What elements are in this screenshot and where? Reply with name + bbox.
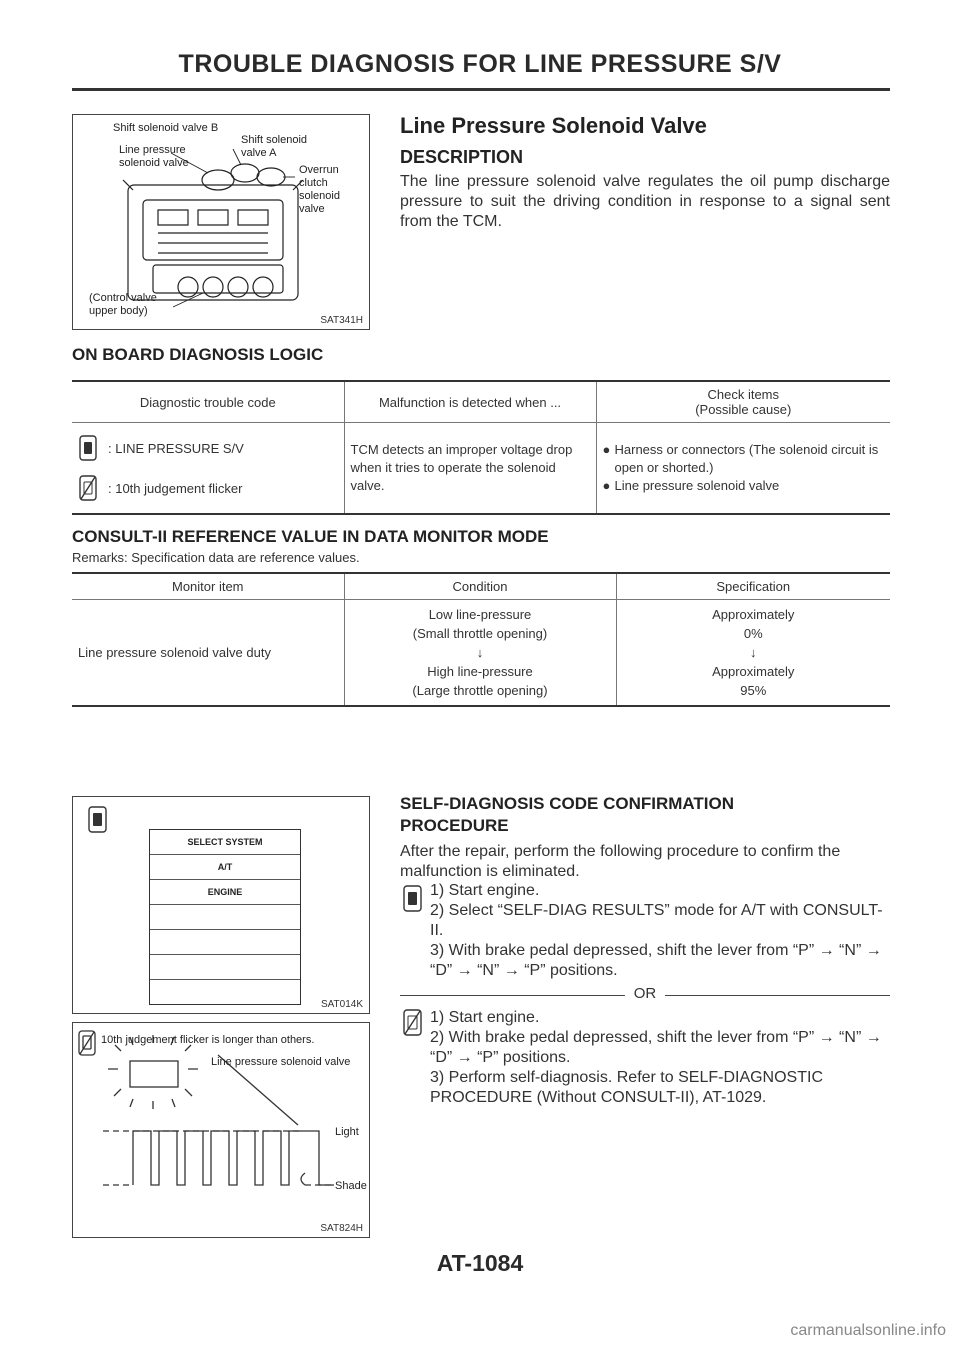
section-title: Line Pressure Solenoid Valve (400, 113, 707, 138)
monitor-item: Line pressure solenoid valve duty (78, 645, 271, 660)
check-item-2: Line pressure solenoid valve (614, 478, 780, 493)
select-system-empty (150, 955, 300, 980)
dtc-flicker-label: : 10th judgement flicker (108, 480, 243, 496)
obd-dtc-cell (72, 423, 344, 515)
select-system-screen (149, 829, 301, 1005)
cond-high-sub: (Large throttle opening) (412, 683, 548, 698)
select-system-engine: ENGINE (150, 880, 300, 905)
consult-table (72, 572, 890, 707)
flicker-caption: 10th judgement flicker is longer than others. (101, 1034, 315, 1046)
no-consult-ii-icon (402, 1008, 424, 1038)
consult-ii-icon (87, 805, 109, 835)
label-shift-solenoid-b: Shift solenoid valve B (113, 122, 219, 134)
check-item-1: Harness or connectors (The solenoid circuit is open or shorted.) (614, 442, 879, 475)
selfdiag-heading-line2: PROCEDURE (400, 816, 509, 835)
spec-low-value: 0% (743, 626, 763, 641)
obd-heading: ON BOARD DIAGNOSIS LOGIC (72, 345, 324, 364)
consult-ii-icon (402, 884, 424, 914)
or-label: OR (633, 985, 657, 1002)
label-line-pressure-solenoid: Line pressure solenoid valve (119, 144, 189, 169)
select-system-empty (150, 905, 300, 930)
consult-step-3: 3) With brake pedal depressed, shift the lever from “P” → “N” → “D” → “N” → “P” positions. (430, 942, 882, 979)
description-text: The line pressure solenoid valve regulates the oil pump discharge pressure to suit the driving condition in response to a signal sent from the TCM. (400, 173, 890, 230)
label-control-valve: (Control valve upper body) (89, 292, 157, 317)
condition-cell (344, 600, 616, 707)
or-line-left (400, 995, 625, 996)
or-divider (400, 985, 890, 1005)
control-valve-illustration (73, 115, 369, 329)
down-arrow-icon: ↓ (476, 645, 484, 660)
no-consult-ii-icon (78, 474, 98, 502)
consult-ii-icon (78, 434, 98, 462)
figure-code: SAT341H (320, 315, 363, 326)
dtc-consult-label: : LINE PRESSURE S/V (108, 440, 244, 456)
selfdiag-intro: After the repair, perform the following procedure to confirm the malfunction is eliminated. (400, 843, 841, 880)
noconsult-step-2: 2) With brake pedal depressed, shift the lever from “P” → “N” → “D” → “P” positions. (430, 1029, 882, 1066)
figure-select-system (72, 796, 370, 1014)
consult-col-condition: Condition (344, 573, 616, 600)
consult-step-2: 2) Select “SELF-DIAG RESULTS” mode for A/T with CONSULT-II. (430, 902, 883, 939)
page-number: AT-1084 (436, 1250, 524, 1276)
figure-code: SAT014K (320, 999, 363, 1010)
obd-malfunction-cell: TCM detects an improper voltage drop when it tries to operate the solenoid valve. (344, 423, 596, 515)
label-light: Light (335, 1126, 359, 1138)
label-shade: Shade (335, 1180, 367, 1192)
selfdiag-heading (400, 793, 734, 837)
obd-col-malfunction: Malfunction is detected when ... (344, 381, 596, 423)
down-arrow-icon: ↓ (750, 645, 757, 660)
spec-high-value: 95% (740, 683, 767, 698)
select-system-empty (150, 930, 300, 955)
selfdiag-heading-line1: SELF-DIAGNOSIS CODE CONFIRMATION (400, 794, 735, 813)
consult-col-monitor: Monitor item (171, 579, 244, 594)
obd-table (72, 380, 890, 515)
or-line-right (665, 995, 890, 996)
footer-watermark: carmanualsonline.info (790, 1322, 946, 1339)
select-system-title: SELECT SYSTEM (150, 830, 300, 855)
obd-col-dtc: Diagnostic trouble code (139, 394, 276, 410)
select-system-at: A/T (150, 855, 300, 880)
label-shift-solenoid-a: Shift solenoid valve A (241, 134, 308, 159)
consult-col-spec: Specification (616, 573, 890, 600)
bullet-icon: ● (602, 478, 611, 493)
cond-low-sub: (Small throttle opening) (412, 626, 548, 641)
page-header-title: TROUBLE DIAGNOSIS FOR LINE PRESSURE S/V (178, 50, 782, 78)
spec-low-label: Approximately (712, 607, 795, 622)
consult-remarks: Remarks: Specification data are reference values. (72, 550, 360, 565)
label-overrun-clutch-solenoid: Overrun clutch solenoid valve (299, 164, 340, 215)
noconsult-step-1: 1) Start engine. (430, 1009, 540, 1026)
flicker-diagram (73, 1023, 369, 1237)
spec-high-label: Approximately (712, 664, 795, 679)
consult-heading: CONSULT-II REFERENCE VALUE IN DATA MONITOR MODE (72, 527, 549, 546)
figure-control-valve (72, 114, 370, 330)
select-system-empty (150, 980, 300, 1004)
description-heading: DESCRIPTION (400, 147, 524, 167)
header-divider (72, 88, 890, 91)
cond-high: High line-pressure (427, 664, 533, 679)
obd-col-check: Check items (Possible cause) (596, 381, 890, 423)
cond-low: Low line-pressure (428, 607, 532, 622)
figure-flicker-pattern (72, 1022, 370, 1238)
obd-check-cell (596, 423, 890, 515)
spec-cell (616, 600, 890, 707)
noconsult-step-3: 3) Perform self-diagnosis. Refer to SELF-DIAGNOSTIC PROCEDURE (Without CONSULT-II), AT-1029. (430, 1069, 823, 1106)
figure-code: SAT824H (320, 1223, 363, 1234)
consult-step-1: 1) Start engine. (430, 882, 540, 899)
bullet-icon: ● (602, 442, 611, 457)
label-valve: Line pressure solenoid valve (211, 1056, 351, 1068)
